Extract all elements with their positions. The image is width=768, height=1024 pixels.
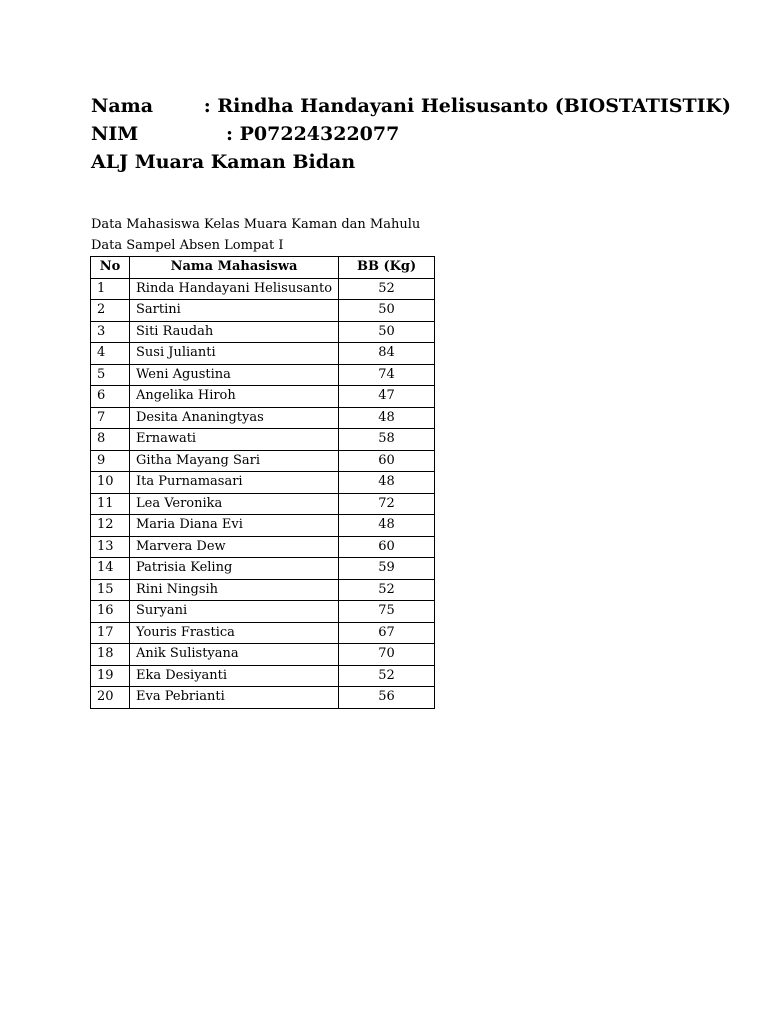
row-no-cell: 15 xyxy=(91,579,130,601)
table-row xyxy=(91,644,435,666)
row-name-cell: Desita Ananingtyas xyxy=(130,407,339,429)
row-no-cell: 7 xyxy=(91,407,130,429)
row-name-cell: Eka Desiyanti xyxy=(130,665,339,687)
row-name-cell: Angelika Hiroh xyxy=(130,386,339,408)
table-body xyxy=(91,278,435,708)
row-bb-cell: 52 xyxy=(339,278,435,300)
table-row xyxy=(91,278,435,300)
table-row xyxy=(91,450,435,472)
row-bb-cell: 50 xyxy=(339,300,435,322)
row-bb-cell: 48 xyxy=(339,407,435,429)
nim-row xyxy=(91,120,731,148)
row-name-cell: Eva Pebrianti xyxy=(130,687,339,709)
row-no-cell: 17 xyxy=(91,622,130,644)
nama-value: : Rindha Handayani Helisusanto (BIOSTATISTIK) xyxy=(203,95,731,117)
table-row xyxy=(91,515,435,537)
row-name-cell: Youris Frastica xyxy=(130,622,339,644)
table-row xyxy=(91,429,435,451)
row-bb-cell: 48 xyxy=(339,515,435,537)
table-row xyxy=(91,407,435,429)
row-bb-cell: 52 xyxy=(339,665,435,687)
row-bb-cell: 74 xyxy=(339,364,435,386)
table-header-row xyxy=(91,257,435,279)
table-row xyxy=(91,493,435,515)
row-no-cell: 5 xyxy=(91,364,130,386)
row-name-cell: Marvera Dew xyxy=(130,536,339,558)
row-no-cell: 14 xyxy=(91,558,130,580)
table-row xyxy=(91,343,435,365)
row-bb-cell: 72 xyxy=(339,493,435,515)
table-row xyxy=(91,601,435,623)
nama-label: Nama xyxy=(91,95,154,117)
program-title: ALJ Muara Kaman Bidan xyxy=(91,151,356,173)
row-bb-cell: 52 xyxy=(339,579,435,601)
row-name-cell: Lea Veronika xyxy=(130,493,339,515)
row-name-cell: Githa Mayang Sari xyxy=(130,450,339,472)
row-no-cell: 16 xyxy=(91,601,130,623)
table-captions xyxy=(91,214,420,256)
row-name-cell: Patrisia Keling xyxy=(130,558,339,580)
caption-line-1: Data Mahasiswa Kelas Muara Kaman dan Mahulu xyxy=(91,217,421,232)
row-bb-cell: 48 xyxy=(339,472,435,494)
row-no-cell: 13 xyxy=(91,536,130,558)
row-bb-cell: 67 xyxy=(339,622,435,644)
row-no-cell: 20 xyxy=(91,687,130,709)
row-no-cell: 6 xyxy=(91,386,130,408)
row-name-cell: Ita Purnamasari xyxy=(130,472,339,494)
row-no-cell: 1 xyxy=(91,278,130,300)
row-name-cell: Suryani xyxy=(130,601,339,623)
row-name-cell: Anik Sulistyana xyxy=(130,644,339,666)
row-bb-cell: 56 xyxy=(339,687,435,709)
row-no-cell: 11 xyxy=(91,493,130,515)
row-name-cell: Susi Julianti xyxy=(130,343,339,365)
nama-row xyxy=(91,92,731,120)
row-no-cell: 8 xyxy=(91,429,130,451)
table-row xyxy=(91,386,435,408)
table-row xyxy=(91,300,435,322)
row-name-cell: Weni Agustina xyxy=(130,364,339,386)
row-no-cell: 18 xyxy=(91,644,130,666)
table-row xyxy=(91,364,435,386)
row-no-cell: 3 xyxy=(91,321,130,343)
row-bb-cell: 75 xyxy=(339,601,435,623)
row-name-cell: Maria Diana Evi xyxy=(130,515,339,537)
row-bb-cell: 84 xyxy=(339,343,435,365)
table-row xyxy=(91,472,435,494)
row-no-cell: 12 xyxy=(91,515,130,537)
row-bb-cell: 50 xyxy=(339,321,435,343)
row-name-cell: Rinda Handayani Helisusanto xyxy=(130,278,339,300)
caption-line-2: Data Sampel Absen Lompat I xyxy=(91,238,284,253)
table-row xyxy=(91,579,435,601)
header-bb: BB (Kg) xyxy=(339,257,435,279)
document-header xyxy=(91,92,731,176)
row-name-cell: Rini Ningsih xyxy=(130,579,339,601)
table-row xyxy=(91,536,435,558)
row-bb-cell: 58 xyxy=(339,429,435,451)
header-no: No xyxy=(91,257,130,279)
row-name-cell: Sartini xyxy=(130,300,339,322)
row-no-cell: 4 xyxy=(91,343,130,365)
row-bb-cell: 60 xyxy=(339,450,435,472)
row-no-cell: 19 xyxy=(91,665,130,687)
row-name-cell: Ernawati xyxy=(130,429,339,451)
header-name: Nama Mahasiswa xyxy=(130,257,339,279)
row-bb-cell: 47 xyxy=(339,386,435,408)
row-no-cell: 2 xyxy=(91,300,130,322)
row-bb-cell: 70 xyxy=(339,644,435,666)
table-row xyxy=(91,687,435,709)
nim-value: : P07224322077 xyxy=(226,123,400,145)
table-row xyxy=(91,558,435,580)
table-row xyxy=(91,622,435,644)
student-weight-table xyxy=(90,256,435,709)
row-bb-cell: 60 xyxy=(339,536,435,558)
table-row xyxy=(91,665,435,687)
table-row xyxy=(91,321,435,343)
nim-label: NIM xyxy=(91,123,139,145)
row-no-cell: 10 xyxy=(91,472,130,494)
row-name-cell: Siti Raudah xyxy=(130,321,339,343)
row-bb-cell: 59 xyxy=(339,558,435,580)
row-no-cell: 9 xyxy=(91,450,130,472)
